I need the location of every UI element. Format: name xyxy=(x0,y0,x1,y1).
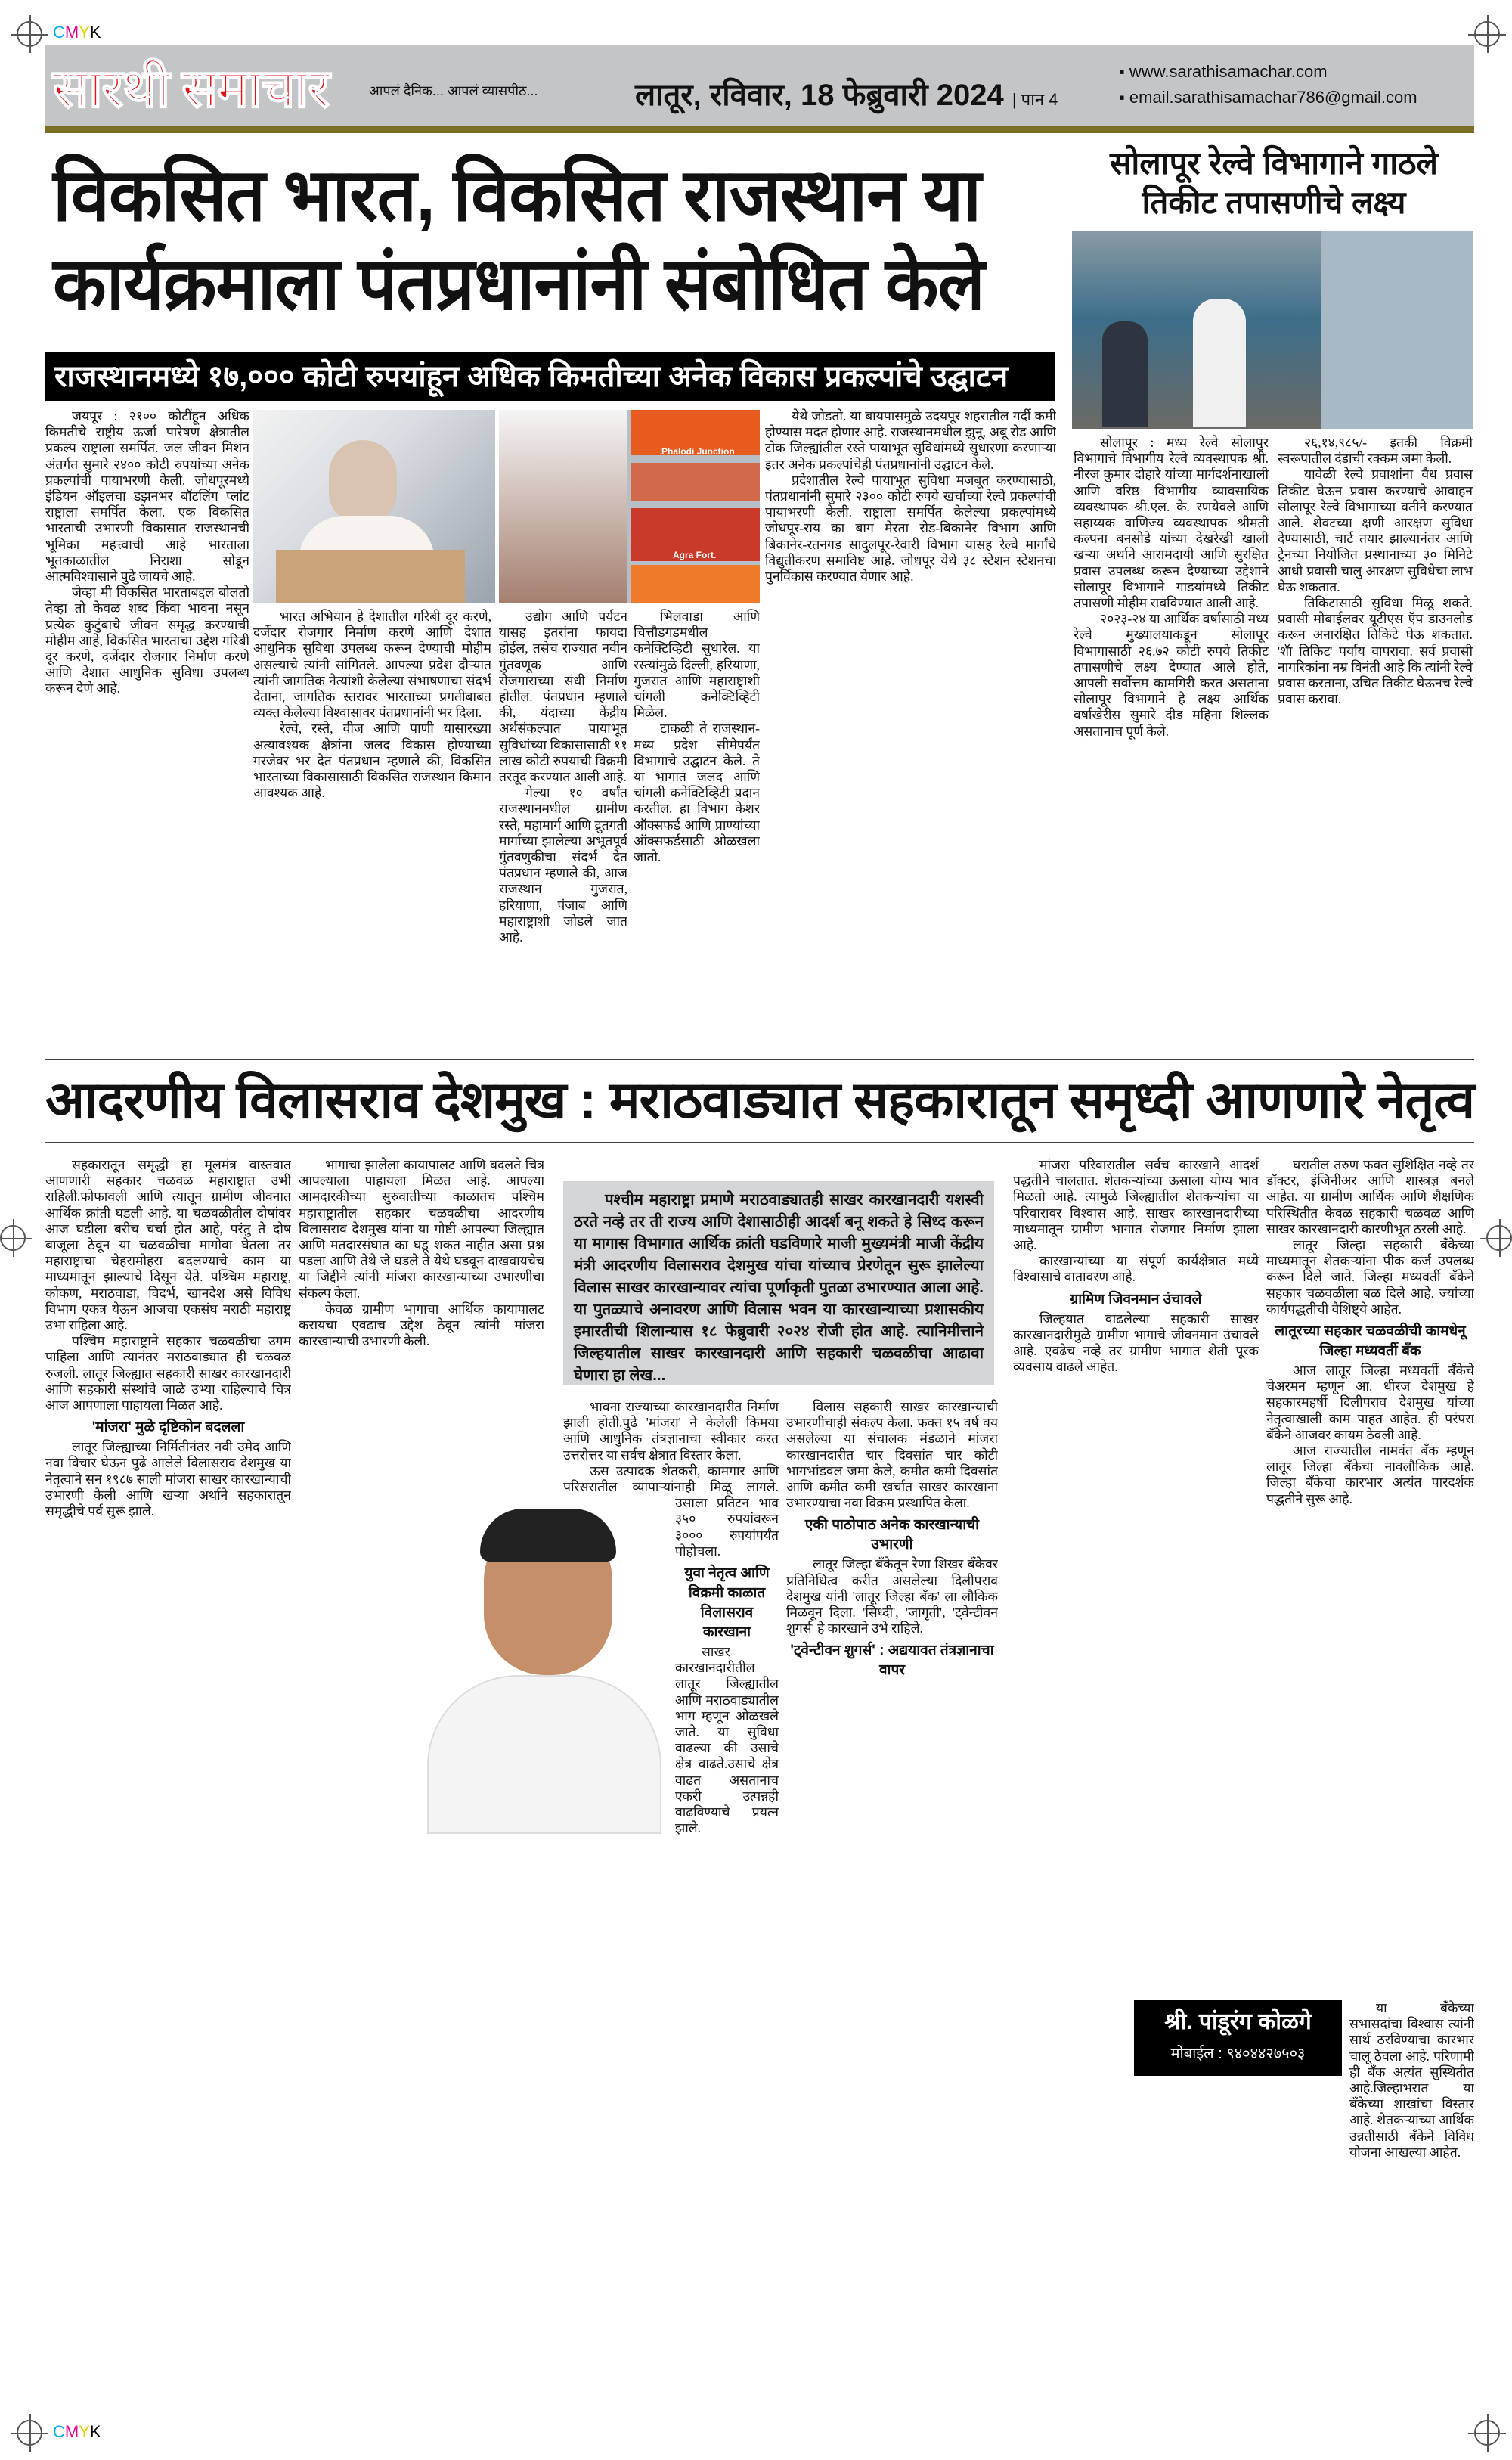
registration-mark xyxy=(1474,21,1500,47)
author-name: श्री. पांडूरंग कोळगे xyxy=(1164,2009,1312,2034)
lead-headline: विकसित भारत, विकसित राजस्थान या कार्यक्रमाला पंतप्रधानांनी संबोधित केले xyxy=(53,154,984,325)
railway-photo xyxy=(1072,231,1473,429)
registration-mark xyxy=(0,1225,26,1251)
side-column-2: २६,१४,९८५/- इतकी विक्रमी स्वरूपातील दंडाची रक्कम जमा केली. यावेळी रेल्वे प्रवाशांना वैध प्रवास तिकीट घेऊन प्रवास करण्याचे आवाहन सोलापूर रेल्वे विभागाच्या वतीने करण्यात आले. शेवटच्या क्षणी आरक्षण सुविधा देण्यासाठी, चार्ट तयार झाल्यानंतर आणि ट्रेनच्या नियोजित प्रस्थानाच्या ३० मिनिटे आधी प्रवासी चालु आरक्षण सुविधेचा लाभ घेऊ शकतात. तिकिटासाठी सुविधा मिळू शकते. प्रवासी मोबाईलवर यूटीएस ऍप डाउनलोड करून अनारक्षित तिकिटे घेऊ शकतात. 'शॅा तिकिट' पर्याय वापरावा. सर्व प्रवासी नागरिकांना नम्र विनंती आहे कि त्यांनी रेल्वे प्रवास करताना, उचित तिकीट घेऊनच रेल्वे प्रवास करावा. xyxy=(1278,435,1473,707)
pm-photo xyxy=(253,410,495,603)
feature-column-3: भावना राज्याच्या कारखानदारीत निर्माण झाली होती.पुढे 'मांजरा' ने केलेली किमया आणि आधुनिक तंत्रज्ञानाचा स्वीकार करत उत्तरोत्तर या सर्वच क्षेत्रात विस्तार केला. ऊस उत्पादक शेतकरी, कामगार आणि परिसरातील व्यापाऱ्यांनाही मिळू लागले. उसाला प्रतिटन भाव ३५० रुपयांवरून ३००० रुपयांपर्यंत पोहोचला. युवा नेतृत्व आणि विक्रमी काळात विलासराव कारखाना साखर कारखानदारीतील लातूर जिल्ह्यातील आणि मराठवाड्यातील भाग म्हणून ओळखले जाते. या सुविधा वाढल्या की उसाचे क्षेत्र वाढते.उसाचे क्षेत्र वाढत असतानाच एकरी उत्पन्नही वाढविण्याचे प्रयत्न झाले. xyxy=(563,1399,779,2420)
feature-column-6b: या बँकेच्या सभासदांचा विश्वास त्यांनी सार्थ ठरविण्याचा कारभार चालू ठेवला आहे. परिणामी ही बँक अत्यंत सुस्थितीत आहे.जिल्हाभरात या बँकेच्या शाखांचा विस्तार आहे. शेतकऱ्यांच्या आर्थिक उन्नतीसाठी बँकेने विविध योजना आखल्या आहेत. xyxy=(1349,2000,1474,2160)
feature-column-1: सहकारातून समृद्धी हा मूलमंत्र वास्तवात आणणारी सहकार चळवळ महाराष्ट्रात उभी राहिली.फोफावली आणि त्यातून ग्रामीण जीवनात आर्थिक क्रांती घडली आहे. या चळवळीतील दोषांवर आज घडीला बरीच चर्चा होत आहे, परंतु ते दोष बाजूला ठेवून या चळवळीचा मागोवा घेतला तर महाराष्ट्राचा चेहरामोहरा बदलण्याचे काम या माध्यमातून झाल्याचे दिसून येते. पश्र्चिम महाराष्ट्र, कोकण, मराठवाडा, विदर्भ, खानदेश असे विविध विभाग एकत्र येऊन आजचा एकसंघ मराठी महाराष्ट्र उभा राहिला आहे. पश्चिम महाराष्ट्राने सहकार चळवळीचा उगम पाहिला आणि त्यानंतर मराठवाड्यात ही चळवळ रुजली. लातूर जिल्ह्यात सहकारी साखर कारखानदारी आणि सहकारी संस्थांचे जाळे उभ्या राहिल्याचे चित्र आज आपणाला पाहायला मिळत आहे. 'मांजरा' मुळे दृष्टिकोन बदलला लातूर जिल्ह्याच्या निर्मितीनंतर नवी उमेद आणि नवा विचार घेऊन पुढे आलेले विलासराव देशमुख या नेतृत्वाने सन १९८७ साली मांजरा साखर कारखान्याची उभारणी केली आणि खऱ्या अर्थाने सहकारातून समृद्धीचे पर्व सुरू झाले. xyxy=(45,1157,291,1519)
lead-column-2: भारत अभियान हे देशातील गरिबी दूर करणे, दर्जेदार रोजगार निर्माण करणे आणि देशात आधुनिक सुविधा उपलब्ध करून देण्याची मोहीम असल्याचे त्यांनी सांगितले. आपल्या प्रदेश दौऱ्यात त्यांनी जागतिक नेत्यांशी केलेल्या संभाषणाचा संदर्भ देताना, जागतिक स्तरावर भारताच्या प्रगतीबाबत व्यक्त केलेल्या विश्वासावर पंतप्रधानांनी भर दिला. रेल्वे, रस्ते, वीज आणि पाणी यासारख्या अत्यावश्यक क्षेत्रांना जलद विकास होण्याच्या गरजेवर भर देत पंतप्रधान म्हणाले की, विकसित भारताच्या विकासासाठी विकसित राजस्थान किमान आवश्यक आहे. xyxy=(253,609,491,801)
side-headline: सोलापूर रेल्वे विभागाने गाठले तिकीट तपासणीचे लक्ष्य xyxy=(1109,145,1438,220)
portrait-photo xyxy=(420,1501,669,1834)
page-number: | पान 4 xyxy=(1012,90,1058,109)
author-mobile: मोबाईल : ९४०४४२७५०३ xyxy=(1170,2046,1306,2062)
feature-column-5: मांजरा परिवारातील सर्वच कारखाने आदर्श पद्धतीने चालतात. शेतकऱ्यांच्या ऊसाला योग्य भाव मिळतो आहे. त्यामुळे जिल्ह्यातील शेतकऱ्यांचा या परिवारावर विश्वास आहे. साखर कारखानदारीच्या माध्यमातून ग्रामीण भागात रोजगार निर्माण झाला आहे. कारखान्यांच्या या संपूर्ण कार्यक्षेत्रात मध्ये विश्वासाचे वातावरण आहे. ग्रामिण जिवनमान उंचावले जिल्हयात वाढलेल्या सहकारी साखर कारखानदारीमुळे ग्रामीण भागाचे जीवनमान उंचावले आहे. एवढेच नव्हे तर ग्रामीण भागात शेती पूरक व्यवसाय वाढले आहेत. xyxy=(1013,1157,1259,1375)
lead-column-1: जयपूर : २१०० कोटींहून अधिक किमतीचे राष्ट्रीय ऊर्जा पारेषण क्षेत्रातील प्रकल्प राष्ट्राला समर्पित. जल जीवन मिशन अंतर्गत सुमारे २४०० कोटी रुपयांच्या अनेक प्रकल्पांची पायाभरणी केली. जोधपूरमध्ये इंडियन ऑइलचा डझनभर बॉटलिंग प्लांट राष्ट्राला समर्पित केला. एक विकसित भारताची उभारणी विकासात राजस्थानची भूमिका महत्त्वाची आहे भारताला भूतकाळातील निराशा सोडून आत्मविश्वासाने पुढे जायचे आहे. जेव्हा मी विकसित भारताबद्दल बोलतो तेव्हा तो केवळ शब्द किंवा भावना नसून प्रत्येक कुटुंबाचे जीवन समृद्ध करण्याची मोहीम आहे, विकसित भारताचा उद्देश गरिबी दूर करणे, दर्जेदार रोजगार निर्माण करणे आणि देशात आधुनिक सुविधा उपलब्ध करून देणे आहे. xyxy=(45,408,249,696)
side-column-1: सोलापूर : मध्य रेल्वे सोलापुर विभागाचे विभागीय रेल्वे व्यवस्थापक श्री. नीरज कुमार दोहारे यांच्या मार्गदर्शनाखाली आणि वरिष्ठ विभागीय व्यावसायिक व्यवस्थापक श्री.एल. के. रणयेवले आणि सहाय्यक वाणिज्य व्यवस्थापक श्रीमती कल्पना बनसोडे यांच्या देखरेखी खाली खऱ्या अर्थाने आरामदायी आणि सुरक्षित प्रवास उपलब्ध करून देण्याच्या उद्देशाने सोलापूर विभागाने गाडयांमध्ये तिकीट तपासणी मोहीम राबविण्यात आली आहे. २०२३-२४ या आर्थिक वर्षासाठी मध्य रेल्वे मुख्यालयाकडून सोलापूर विभागासाठी २६.७२ कोटी रुपये तिकीट तपासणीचे लक्ष्य देण्यात आले होते, आपली सर्वोत्तम कामगिरी करत असताना सोलापूर विभागाने हे लक्ष्य आर्थिक वर्षाखेरीस सुमारे दीड महिना शिल्लक असतानाच पूर्ण केले. xyxy=(1074,435,1269,739)
lead-column-5: येथे जोडतो. या बायपासमुळे उदयपूर शहरातील गर्दी कमी होण्यास मदत होणार आहे. राजस्थानमधील झुनू, अबू रोड आणि टोक जिल्ह्यांतील रस्ते पायाभूत सुविधांमध्ये सुधारणा करणाऱ्या इतर अनेक प्रकल्पांचेही पंतप्रधानांनी उद्घाटन केले. प्रदेशातील रेल्वे पायाभूत सुविधा मजबूत करण्यासाठी, पंतप्रधानांनी सुमारे २३०० कोटी रुपये खर्चाच्या रेल्वे प्रकल्पांची पायाभरणी केली. राष्ट्राला समर्पित केलेल्या प्रकल्पांमध्ये जोधपूर-राय का बाग मेरता रोड-बिकानेर विभाग आणि बिकानेर-रतनगड सादुलपूर-रेवारी विभाग यासह रेल्वे मार्गांचे विद्युतीकरण समाविष्ट आहे. जोधपूर येथे ३८ स्टेशन स्टेशनचा पुनर्विकास करण्यात येणार आहे. xyxy=(765,408,1056,585)
inauguration-collage xyxy=(499,410,760,603)
dateline: लातूर, रविवार, 18 फेब्रुवारी 2024 | पान 4 xyxy=(635,79,1058,112)
feature-headline: आदरणीय विलासराव देशमुख : मराठवाड्यात सहकारातून समृध्दी आणणारे नेतृत्व xyxy=(45,1072,1475,1129)
email-link[interactable]: ▪ email.sarathisamachar786@gmail.com xyxy=(1119,88,1418,107)
registration-mark xyxy=(1474,2420,1500,2446)
feature-column-4: विलास सहकारी साखर कारखान्याची उभारणीचाही संकल्प केला. फक्त १५ वर्ष वय असलेल्या या संचालक मंडळाने मांजरा कारखानदारीत चार दिवसांत चार कोटी भागभांडवल जमा केले, कमीत कमी दिवसांत आणि कमीत कमी खर्चात साखर कारखाना उभारण्याचा नवा विक्रम प्रस्थापित केला. एकी पाठोपाठ अनेक कारखान्याची उभारणी लातूर जिल्हा बँकेतून रेणा शिखर बँकेवर प्रतिनिधित्व करीत असलेल्या दिलीपराव देशमुख यांनी 'लातूर जिल्हा बँक' ला लौकिक मिळवून दिला. 'सिध्दी', 'जागृती', 'ट्वेन्टीवन शुगर्स' हे कारखाने उभे राहिले. 'ट्वेन्टीवन शुगर्स' : अद्ययावत तंत्रज्ञानाचा वापर xyxy=(786,1399,998,1679)
feature-column-6: घरातील तरुण फक्त सुशिक्षित नव्हे तर डॉक्टर, इंजिनीअर आणि शास्त्रज्ञ बनले आहेत. या ग्रामीण आर्थिक आणि शैक्षणिक परिस्थितीत केवळ सहकारी चळवळ आणि साखर कारखानदारी कारणीभूत ठरली आहे. लातूर जिल्हा सहकारी बँकेच्या माध्यमातून शेतकऱ्यांना पीक कर्ज उपलब्ध करून दिले जाते. जिल्हा मध्यवर्ती बँकेने सहकार चळवळीला बळ दिले आहे. ज्यांच्या कार्यपद्धतीची वैशिष्ट्ये आहेत. लातूरच्या सहकार चळवळीची कामधेनू जिल्हा मध्यवर्ती बँक आज लातूर जिल्हा मध्यवर्ती बँकेचे चेअरमन म्हणून आ. धीरज देशमुख हे सहकारमहर्षी दिलीपराव देशमुख यांच्या नेतृत्वाखाली काम पाहत आहेत. ही परंपरा बँकेने आजवर कायम ठेवली आहे. आज राज्यातील नामवंत बँक म्हणून लातूर जिल्हा बँकेचा नावलौकिक आहे. जिल्हा बँकेचा कारभार अत्यंत पारदर्शक पद्धतीने सुरू आहे. xyxy=(1266,1157,1474,1506)
cmyk-mark: CMYK xyxy=(53,23,101,42)
newspaper-logo: सारथी समाचार xyxy=(53,60,329,119)
masthead-rule xyxy=(45,126,1474,133)
author-box xyxy=(1134,2000,1342,2076)
lead-column-3: उद्योग आणि पर्यटन यासह इतरांना फायदा होईल, तसेच राज्यात नवीन गुंतवणूक आणि रोजगाराच्या संधी निर्माण होतील. पंतप्रधान म्हणाले की, यंदाच्या केंद्रीय अर्थसंकल्पात पायाभूत सुविधांच्या विकासासाठी ११ लाख कोटी रुपयांची विक्रमी तरतूद करण्यात आली आहे. गेल्या १० वर्षांत राजस्थानमधील ग्रामीण रस्ते, महामार्ग आणि द्रुतगती मार्गाच्या झालेल्या अभूतपूर्व गुंतवणुकीचा संदर्भ देत पंतप्रधान म्हणाले की, आज राजस्थान गुजरात, हरियाणा, पंजाब आणि महाराष्ट्राशी जोडले जात आहे. xyxy=(499,609,627,945)
feature-intro-box: पश्चीम महाराष्ट्रा प्रमाणे मराठवाड्यातही साखर कारखानदारी यशस्वी ठरते नव्हे तर ती राज्य आणि देशासाठीही आदर्श बनू शकते हे सिध्द करून या मागास विभागात आर्थिक क्रांती घडविणारे माजी मुख्यमंत्री माजी केंद्रीय मंत्री आदरणीय विलासराव देशमुख यांचा यांच्याच प्रेरणेतून सुरू झालेल्या विलास साखर कारखान्यावर त्यांचा पूर्णाकृती पुतळा उभारण्यात आला आहे. या पुतळ्याचे अनावरण आणि विलास भवन या कारखान्याच्या प्रशासकीय इमारतीची शिलान्यास १८ फेब्रुवारी २०२४ रोजी होत आहे. त्यानिमीत्ताने जिल्हयातील साखर कारखानदारी आणि सहकारी चळवळीचा आढावा घेणारा हा लेख... xyxy=(563,1181,994,1385)
tagline: आपलं दैनिक... आपलं व्यासपीठ... xyxy=(369,83,538,98)
registration-mark xyxy=(1486,1225,1512,1251)
registration-mark xyxy=(17,21,42,47)
collage-caption: Agra Fort. xyxy=(673,550,717,560)
website-link[interactable]: ▪ www.sarathisamachar.com xyxy=(1119,62,1328,82)
registration-mark xyxy=(17,2420,42,2446)
collage-caption: Phalodi Junction xyxy=(662,446,735,457)
lead-column-4: भिलवाडा आणि चित्तौडगडमधील कनेक्टिव्हिटी सुधारेल. या रस्त्यांमुळे दिल्ली, हरियाणा, गुजरात आणि महाराष्ट्राशी चांगली कनेक्टिव्हिटी मिळेल. टाकळी ते राजस्थान-मध्य प्रदेश सीमेपर्यंत विभागाचे उद्घाटन केले. ते या भागात जलद आणि चांगली कनेक्टिव्हिटी प्रदान करतील. हा विभाग केशर ऑक्सफर्ड आणि प्राण्यांच्या ऑक्सफर्डसाठी ओळखला जातो. xyxy=(634,609,760,865)
section-divider xyxy=(45,1142,1474,1143)
section-divider xyxy=(45,1059,1474,1060)
feature-column-2: भागाचा झालेला कायापालट आणि बदलते चित्र आपल्याला पाहायला मिळत आहे. आपल्या आमदारकीच्या सुरुवातीच्या काळातच पश्चिम महाराष्ट्रातील सहकार चळवळीचा आदरणीय विलासराव देशमुख यांना या गोष्टी आपल्या जिल्ह्यात आणि मतदारसंघात का घडू शकत नाहीत असा प्रश्न पडला आणि तेथे जे घडले ते येथे घडवून दाखवायचेच या जिद्दीने त्यांनी मांजरा कारखान्याच्या उभारणीचा संकल्प केला. केवळ ग्रामीण भागाचा आर्थिक कायापालट करायचा एवढाच उद्देश ठेवून त्यांनी मांजरा कारखान्याची उभारणी केली. xyxy=(299,1157,544,2420)
masthead xyxy=(45,45,1474,126)
lead-subheadline: राजस्थानमध्ये १७,००० कोटी रुपयांहून अधिक किमतीच्या अनेक विकास प्रकल्पांचे उद्घाटन xyxy=(45,352,1055,401)
cmyk-mark: CMYK xyxy=(53,2422,101,2441)
